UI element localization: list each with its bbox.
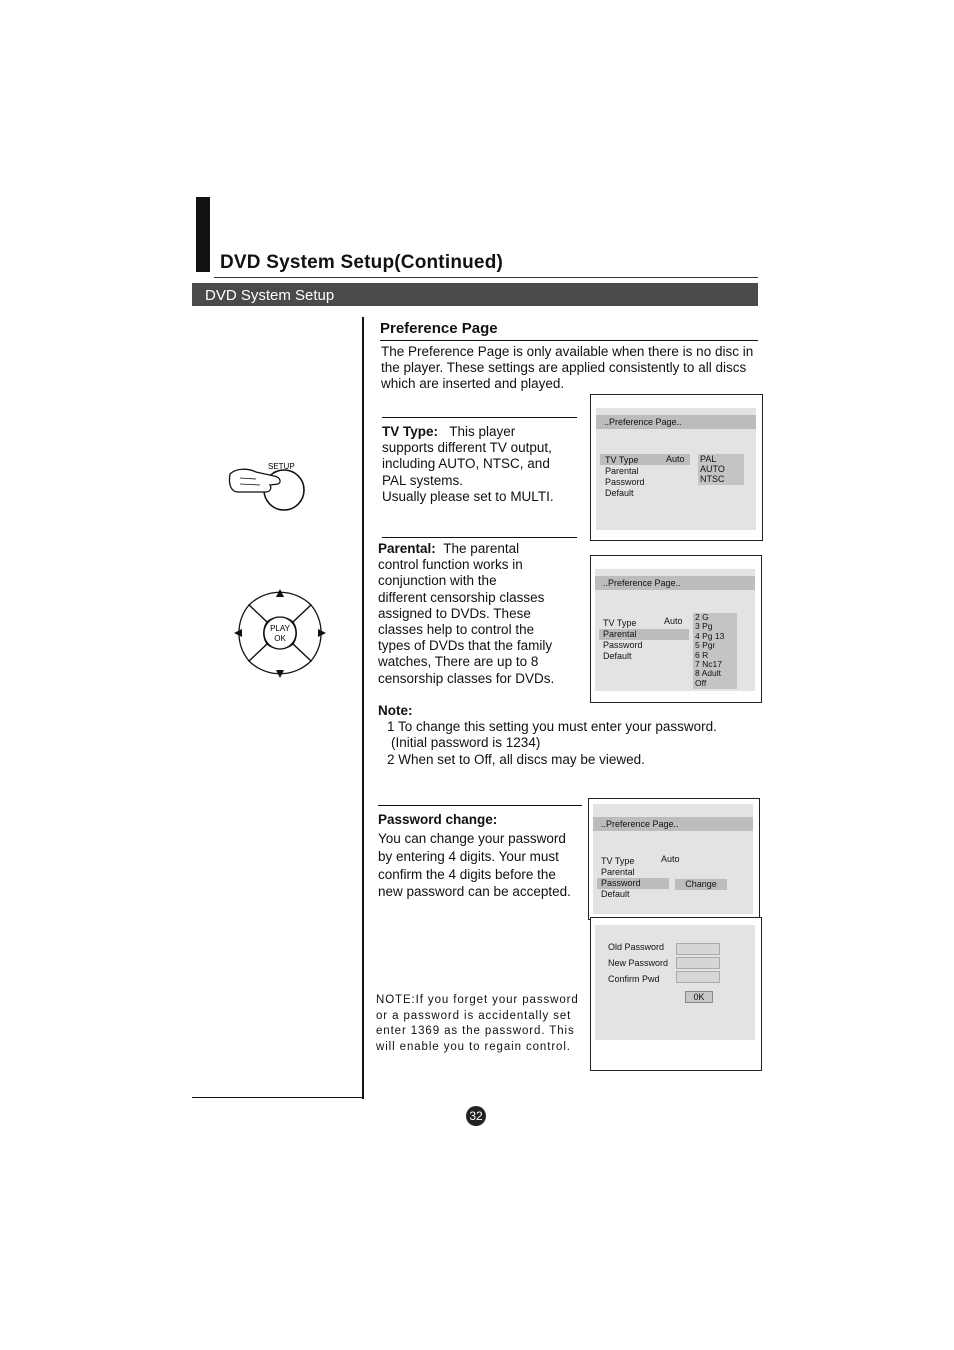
preference-heading: Preference Page [380, 320, 498, 337]
tv-type-label: TV Type: [382, 424, 439, 439]
osd-screen-parental: ..Preference Page.. TV Type Auto Parental Password Default 2 G 3 Pg 4 Pg 13 5 Pgr 6 R 7 Nc17 8 Adult Off [590, 555, 762, 703]
osd-screen-password: ..Preference Page.. TV Type Auto Parental Password Default Change [588, 798, 760, 920]
tv-type-paragraph: TV Type: This player supports different TV output, including AUTO, NTSC, and PAL systems. Usually please set to MULTI. [382, 424, 554, 504]
old-password-field [676, 943, 720, 955]
arrow-left-icon [234, 629, 242, 637]
parental-paragraph: Parental: The parental control function works in conjunction with the different censorship classes assigned to DVDs. These classes help to control the types of DVDs that the family watches, There are up to 8 censorship classes for DVDs. [378, 541, 555, 686]
section-bar [192, 283, 758, 306]
preference-intro: The Preference Page is only available when there is no disc in the player. These settings are applied consistently to all discs which are inserted and played. [381, 344, 754, 391]
note-line-3: 2 When set to Off, all discs may be viewed. [387, 752, 645, 767]
note-line-1: 1 To change this setting you must enter your password. [387, 719, 717, 734]
password-label: Password change: [378, 812, 498, 827]
column-divider [362, 317, 364, 1099]
forgot-password-note: NOTE:If you forget your password or a password is accidentally set enter 1369 as the password. This will enable you to regain control. [376, 994, 579, 1053]
note-heading: Note: [378, 703, 413, 718]
page-title: DVD System Setup(Continued) [220, 252, 504, 273]
header-accent-bar [196, 197, 210, 272]
new-password-field [676, 957, 720, 969]
ok-label: OK [274, 634, 286, 643]
dpad-illustration [226, 579, 334, 687]
preference-divider [380, 340, 758, 341]
password-paragraph: You can change your password by entering 4 digits. Your must confirm the 4 digits before the new password can be accepted. [378, 831, 571, 900]
password-rule [378, 805, 582, 806]
tv-type-rule [382, 417, 577, 418]
setup-label: SETUP [268, 462, 295, 471]
parental-label: Parental: [378, 541, 436, 556]
section-title: DVD System Setup [205, 287, 335, 304]
change-option: Change [675, 879, 727, 890]
play-ok-button [264, 617, 296, 649]
ok-osd-button: 0K [685, 991, 713, 1003]
osd-password-dialog: Old Password New Password Confirm Pwd 0K [590, 917, 762, 1071]
bottom-rule [192, 1097, 364, 1098]
note-line-2: (Initial password is 1234) [391, 735, 541, 750]
osd-screen-tv-type: ..Preference Page.. TV Type Auto Parental Password Default PAL AUTO NTSC [590, 394, 763, 541]
confirm-password-field [676, 971, 720, 983]
play-label: PLAY [270, 624, 290, 633]
title-divider [214, 277, 758, 278]
setup-button-illustration [226, 458, 310, 516]
arrow-right-icon [318, 629, 326, 637]
parental-rule [382, 537, 577, 538]
page-number: 32 [466, 1106, 486, 1126]
